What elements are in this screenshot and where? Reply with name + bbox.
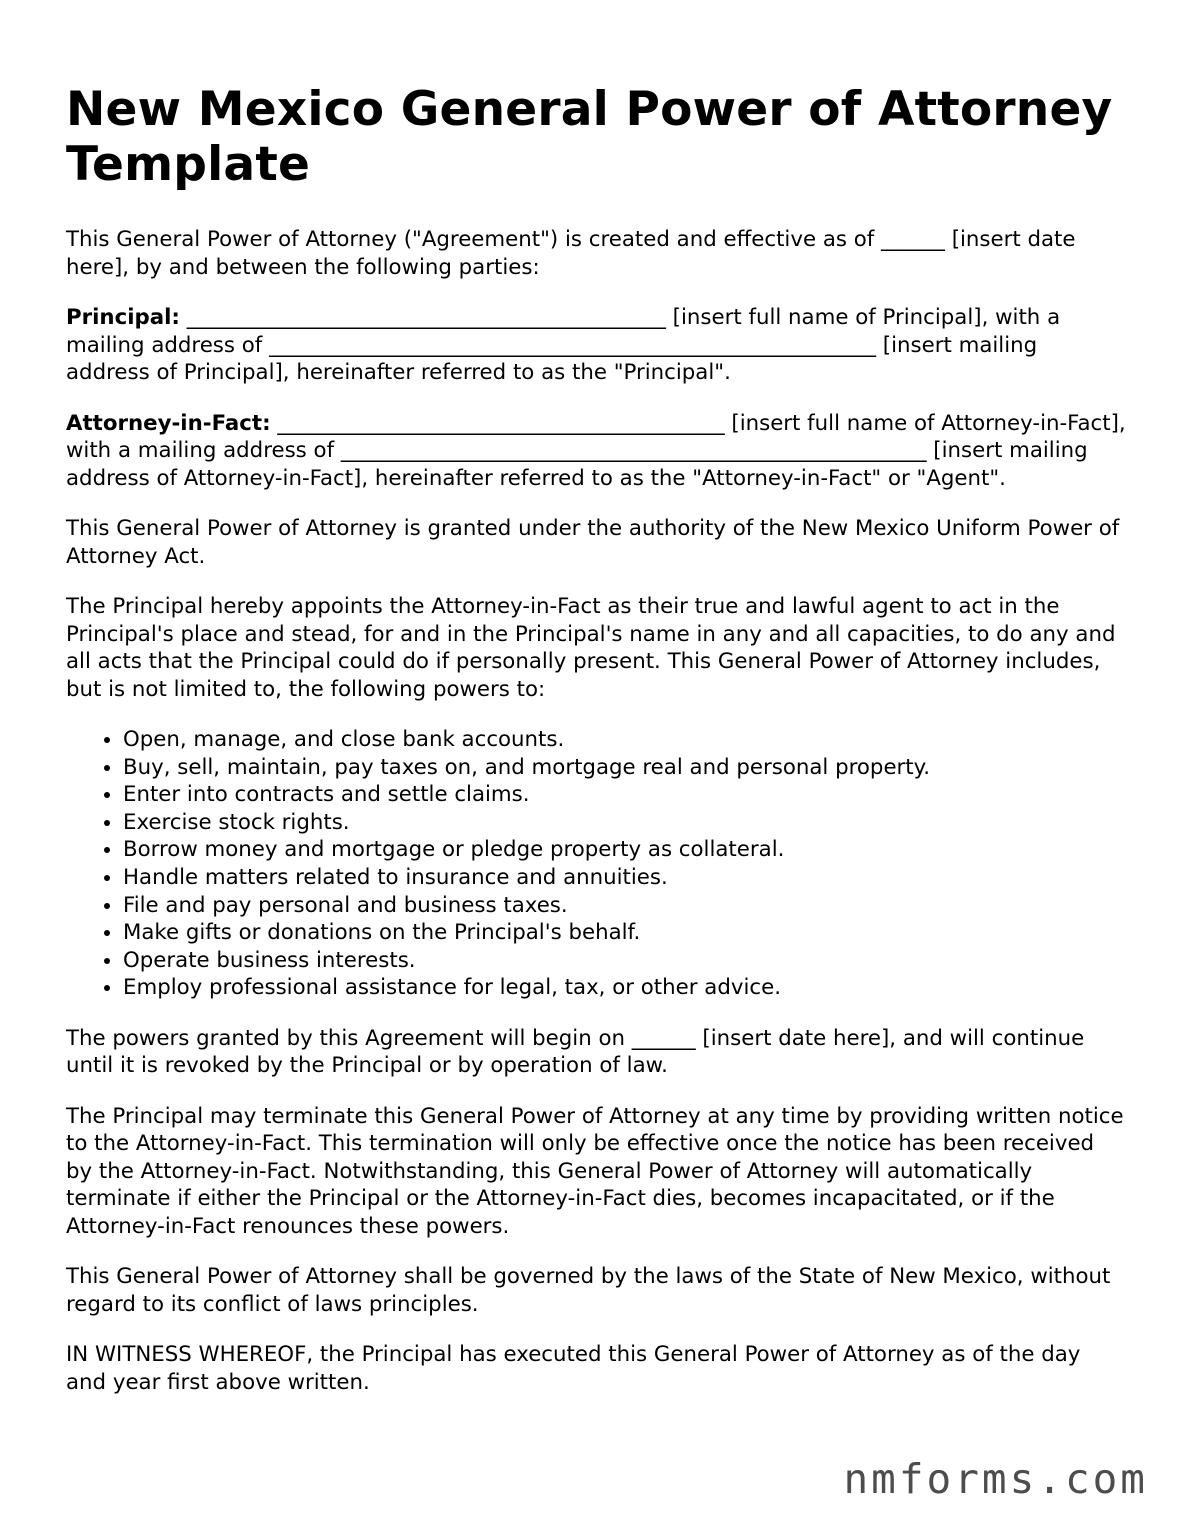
attorney-label: Attorney-in-Fact: xyxy=(66,410,271,436)
list-item: • Employ professional assistance for legal, tax, or other advice. xyxy=(123,974,1126,1002)
site-watermark: nmforms.com xyxy=(843,1455,1148,1503)
list-item: • Operate business interests. xyxy=(123,947,1126,975)
attorney-block xyxy=(66,410,1126,493)
document-title: New Mexico General Power of Attorney Template xyxy=(66,82,1113,192)
principal-label: Principal: xyxy=(66,305,180,330)
list-item: • Open, manage, and close bank accounts. xyxy=(123,726,1126,754)
attorney-paragraph xyxy=(66,410,1126,493)
powers-list xyxy=(66,726,1126,1002)
termination-paragraph: The Principal may terminate this General Power of Attorney at any time by providing written notice to the Attorney-in-Fact. This termination will only be effective once the notice has been received by the Attorney-in-Fact. Notwithstanding, this General Power of Attorney will automatically terminate if either the Principal or the Attorney-in-Fact dies, becomes incapacitated, or if the Attorney-in-Fact renounces these powers. xyxy=(66,1103,1124,1239)
intro-paragraph: This General Power of Attorney ("Agreement") is created and effective as of ______ [insert date here], by and between the following parties: xyxy=(66,227,1076,280)
list-item: • Handle matters related to insurance and annuities. xyxy=(123,864,1126,892)
principal-text: _____________________________________________ [insert full name of Principal], with a mailing address of _________________________________________________________ [insert mailing address of Principal], hereinafter referred to as the "Principal". xyxy=(66,305,1061,385)
witness-paragraph: IN WITNESS WHEREOF, the Principal has executed this General Power of Attorney as of the day and year first above written. xyxy=(66,1342,1081,1395)
list-item: • Enter into contracts and settle claims. xyxy=(123,781,1126,809)
list-item: • Buy, sell, maintain, pay taxes on, and mortgage real and personal property. xyxy=(123,754,1126,782)
duration-paragraph: The powers granted by this Agreement will begin on ______ [insert date here], and will continue until it is revoked by the Principal or by operation of law. xyxy=(66,1025,1085,1079)
authority-paragraph: This General Power of Attorney is granted under the authority of the New Mexico Uniform Power of Attorney Act. xyxy=(66,516,1120,569)
list-item: • Make gifts or donations on the Principal's behalf. xyxy=(123,919,1126,947)
list-item: • File and pay personal and business taxes. xyxy=(123,892,1126,920)
attorney-text: __________________________________________ [insert full name of Attorney-in-Fact], with a mailing address of _______________________________________________________ [insert mailing address of Attorney-in-Fact], hereinafter referred to as the "Attorney-in-Fact" or "Agent". xyxy=(66,410,1126,491)
document-page xyxy=(66,82,1126,1419)
principal-paragraph xyxy=(66,304,1126,387)
governing-law-paragraph: This General Power of Attorney shall be governed by the laws of the State of New Mexico, without regard to its conflict of laws principles. xyxy=(66,1264,1111,1317)
principal-block xyxy=(66,304,1126,387)
appointment-paragraph: The Principal hereby appoints the Attorney-in-Fact as their true and lawful agent to act in the Principal's place and stead, for and in the Principal's name in any and all capacities, to do any and all acts that the Principal could do if personally present. This General Power of Attorney includes, but is not limited to, the following powers to: xyxy=(66,594,1116,702)
list-item: • Borrow money and mortgage or pledge property as collateral. xyxy=(123,836,1126,864)
list-item: • Exercise stock rights. xyxy=(123,809,1126,837)
